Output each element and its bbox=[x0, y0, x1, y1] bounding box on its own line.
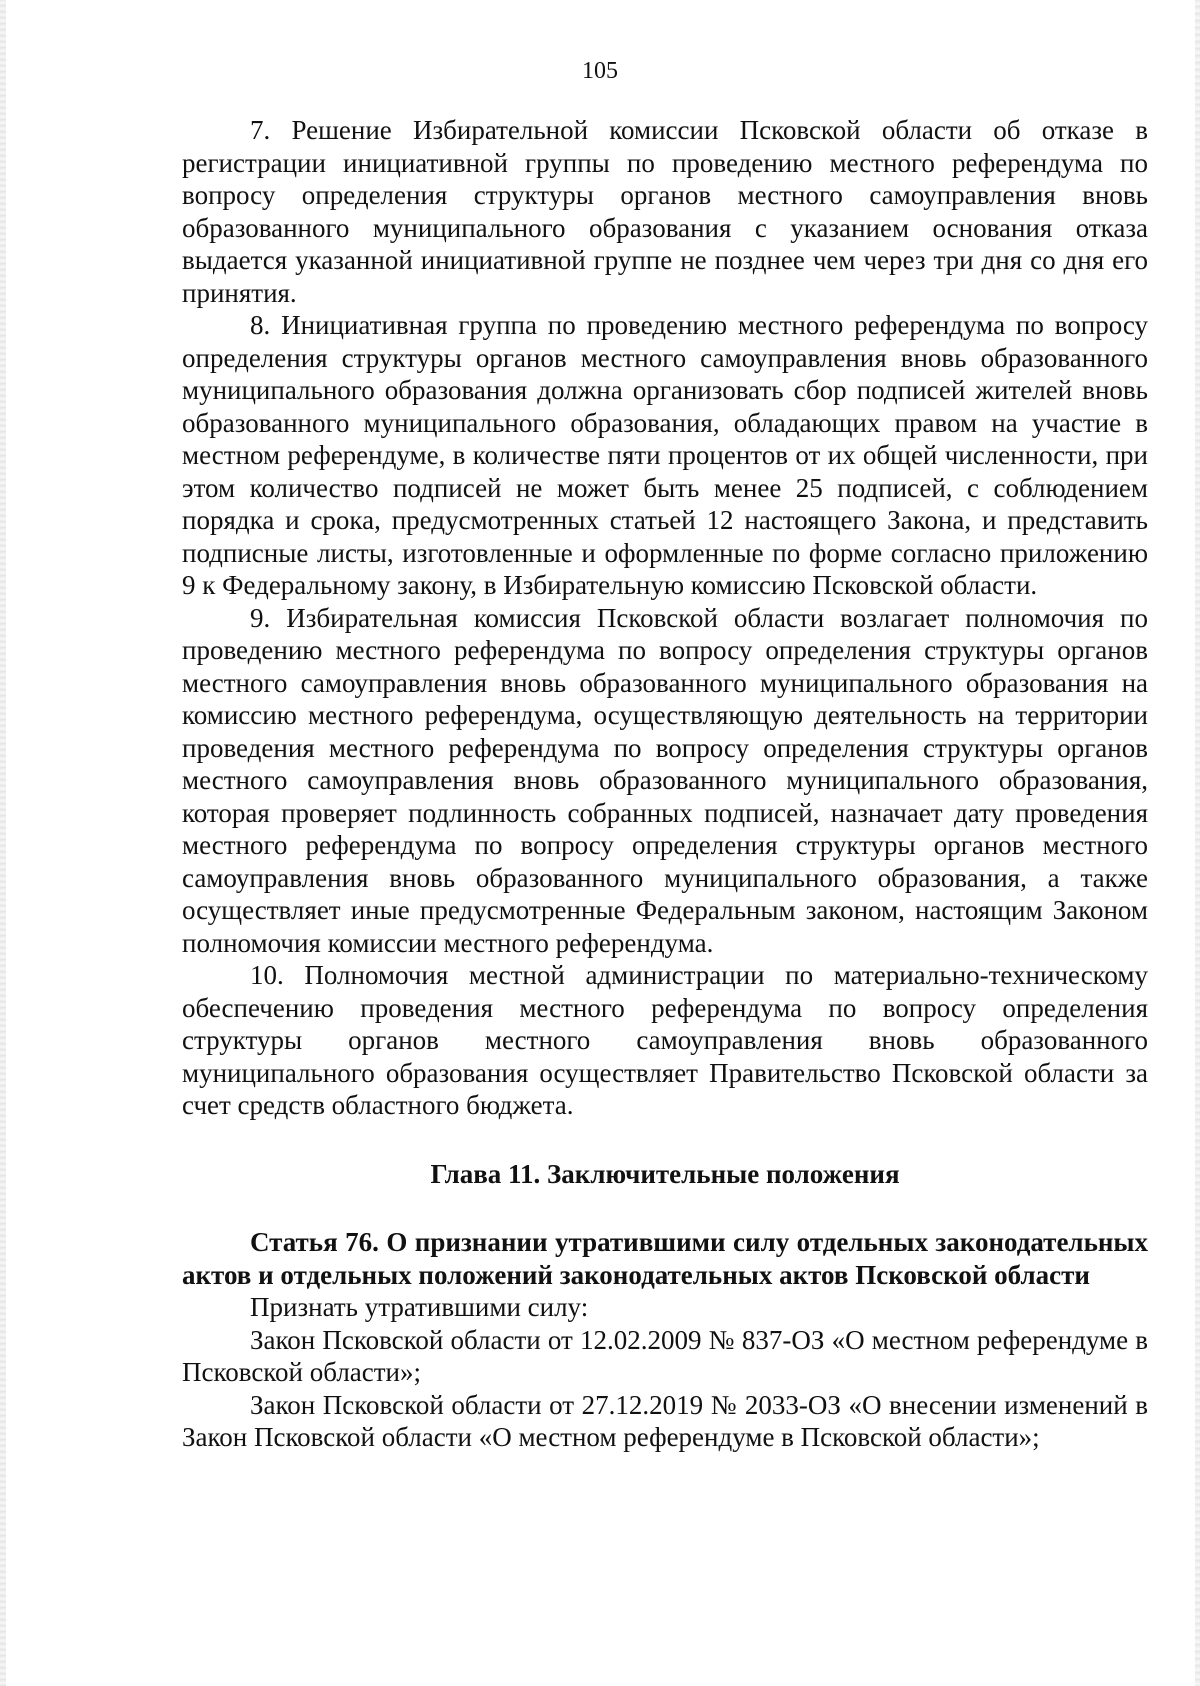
document-body bbox=[182, 114, 1148, 1454]
article-title: Статья 76. О признании утратившими силу отдельных законодательных актов и отдельных положений законодательных актов Псковской области bbox=[182, 1227, 1148, 1290]
chapter-title: Глава 11. Заключительные положения bbox=[430, 1158, 900, 1189]
scan-edge-right bbox=[1195, 0, 1200, 1686]
repealed-law-1: Закон Псковской области от 12.02.2009 № 837-ОЗ «О местном референдуме в Псковской области»; bbox=[182, 1324, 1148, 1387]
article-intro: Признать утратившими силу: bbox=[250, 1292, 589, 1322]
paragraph-9: 9. Избирательная комиссия Псковской области возлагает полномочия по проведению местного референдума по вопросу определения структуры органов местного самоуправления вновь образованного муниципального образования на комиссию местного референдума, осуществляющую деятельность на территории проведения местного референдума по вопросу определения структуры органов местного самоуправления вновь образованного муниципального образования, которая проверяет подлинность собранных подписей, назначает дату проведения местного референдума по вопросу определения структуры органов местного самоуправления вновь образованного муниципального образования, а также осуществляет иные предусмотренные Федеральным законом, настоящим Законом полномочия комиссии местного референдума. bbox=[182, 602, 1148, 958]
page-number: 105 bbox=[582, 58, 618, 84]
paragraph-8: 8. Инициативная группа по проведению местного референдума по вопросу определения структуры органов местного самоуправления вновь образованного муниципального образования должна организовать сбор подписей жителей вновь образованного муниципального образования, обладающих правом на участие в местном референдуме, в количестве пяти процентов от их общей численности, при этом количество подписей не может быть менее 25 подписей, с соблюдением порядка и срока, предусмотренных статьей 12 настоящего Закона, и представить подписные листы, изготовленные и оформленные по форме согласно приложению 9 к Федеральному закону, в Избирательную комиссию Псковской области. bbox=[182, 310, 1148, 600]
repealed-law-2: Закон Псковской области от 27.12.2019 № 2033-ОЗ «О внесении изменений в Закон Псковской области «О местном референдуме в Псковской области»; bbox=[182, 1389, 1148, 1452]
paragraph-7: 7. Решение Избирательной комиссии Псковской области об отказе в регистрации инициативной группы по проведению местного референдума по вопросу определения структуры органов местного самоуправления вновь образованного муниципального образования с указанием основания отказа выдается указанной инициативной группе не позднее чем через три дня со дня его принятия. bbox=[182, 115, 1148, 308]
paragraph-10: 10. Полномочия местной администрации по материально-техническому обеспечению проведения местного референдума по вопросу определения структуры органов местного самоуправления вновь образованного муниципального образования осуществляет Правительство Псковской области за счет средств областного бюджета. bbox=[182, 960, 1148, 1120]
scan-edge-left bbox=[0, 0, 6, 1686]
